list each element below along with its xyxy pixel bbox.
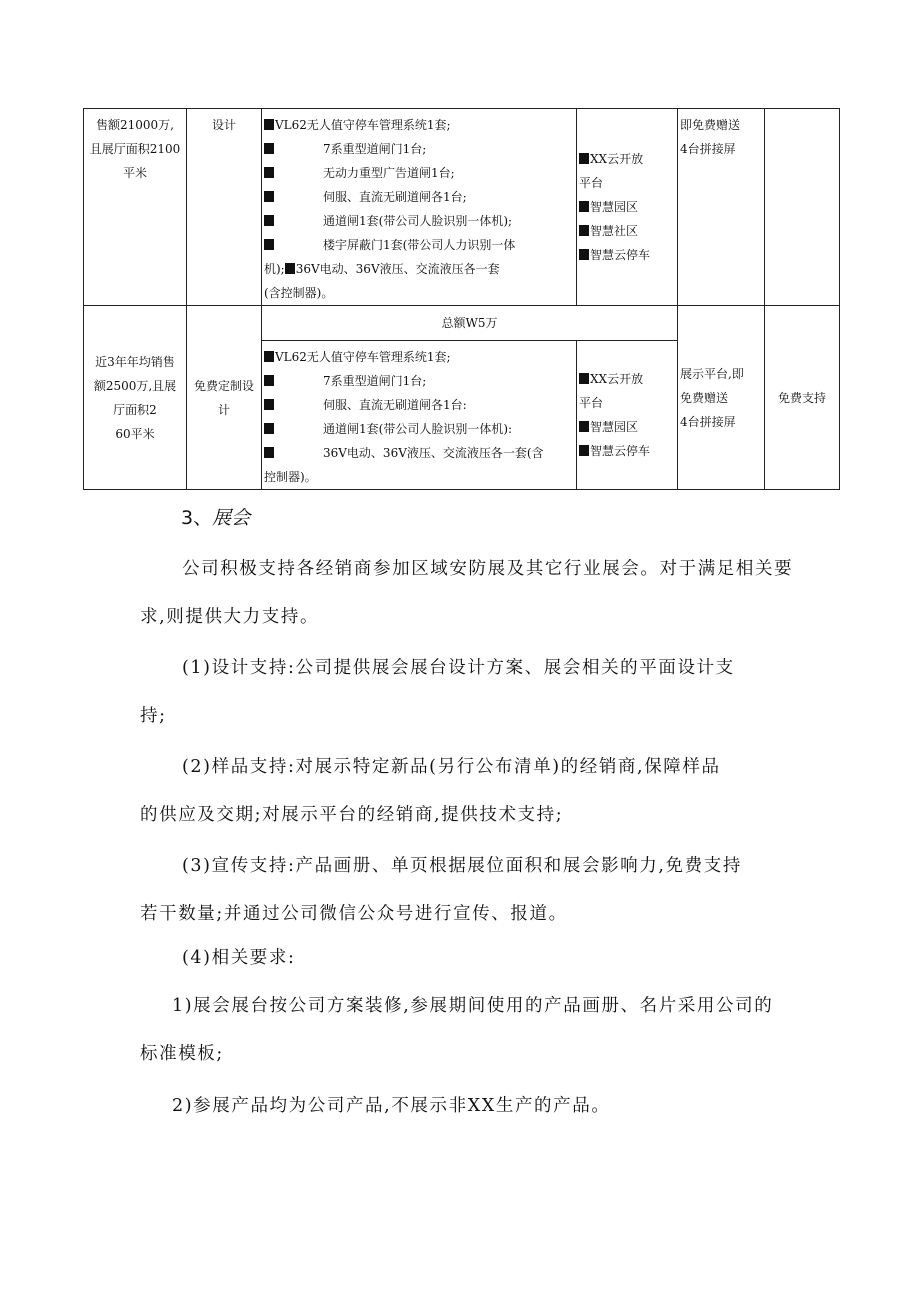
product-line: 机); 36V电动、36V液压、交流液压各一套 bbox=[264, 262, 500, 276]
platform-line: 智慧云停车 bbox=[579, 243, 675, 267]
bullet-square-icon bbox=[264, 447, 274, 458]
platform-line: 智慧园区 bbox=[579, 415, 675, 439]
bullet-square-icon bbox=[264, 167, 274, 178]
bullet-square-icon bbox=[264, 399, 274, 410]
condition-line: 厅面积2 bbox=[113, 402, 157, 417]
product-line: 通道闸1套(带公司人脸识别一体机): bbox=[264, 417, 574, 441]
bullet-square-icon bbox=[579, 225, 589, 236]
condition-line: 售额21000万, bbox=[96, 118, 174, 132]
product-line: 控制器)。 bbox=[264, 470, 317, 484]
product-line: 伺服、直流无刷道闸各1台: bbox=[264, 393, 574, 417]
paragraph bbox=[140, 743, 840, 839]
product-line: VL62无人值守停车管理系统1套; bbox=[264, 345, 574, 369]
total-amount: 总额W5万 bbox=[262, 306, 678, 341]
platforms-cell bbox=[577, 109, 678, 306]
bullet-square-icon bbox=[264, 143, 274, 154]
paragraph-line: 标准模板; bbox=[140, 1044, 224, 1064]
products-cell bbox=[262, 109, 577, 306]
product-line: 7系重型道闸门1台; bbox=[264, 369, 574, 393]
paragraph-line: (2)样品支持:对展示特定新品(另行公布清单)的经销商,保障样品 bbox=[182, 757, 721, 777]
paragraph bbox=[140, 1082, 840, 1130]
bullet-square-icon bbox=[264, 423, 274, 434]
gift-line: 即免费赠送 bbox=[680, 118, 741, 132]
paragraph-line: (3)宣传支持:产品画册、单页根据展位面积和展会影响力,免费支持 bbox=[182, 856, 742, 876]
bullet-square-icon bbox=[264, 351, 274, 362]
platform-line: 智慧园区 bbox=[579, 195, 675, 219]
condition-line: 且展厅面积2100 bbox=[89, 142, 181, 156]
paragraph-line: 公司积极支持各经销商参加区域安防展及其它行业展会。对于满足相关要 bbox=[182, 559, 794, 579]
design-cell: 免费定制设 计 bbox=[187, 306, 262, 490]
platform-line: XX云开放 bbox=[579, 367, 675, 391]
paragraph-line: (1)设计支持:公司提供展会展台设计方案、展会相关的平面设计支 bbox=[182, 658, 735, 678]
paragraph-line: 1)展会展台按公司方案装修,参展期间使用的产品画册、名片采用公司的 bbox=[172, 996, 774, 1016]
bullet-square-icon bbox=[579, 249, 589, 260]
bullet-square-icon bbox=[579, 153, 589, 164]
products-cell bbox=[262, 341, 577, 490]
bullet-square-icon bbox=[579, 373, 589, 384]
bullet-square-icon bbox=[285, 263, 295, 274]
gift-line: 4台拼接屏 bbox=[680, 142, 736, 156]
support-cell bbox=[765, 109, 840, 306]
dealer-support-table bbox=[83, 108, 840, 490]
product-line: 通道闸1套(带公司人脸识别一体机); bbox=[264, 209, 574, 233]
paragraph bbox=[140, 842, 840, 938]
gift-line: 免费赠送 bbox=[680, 390, 729, 405]
condition-line: 近3年年均销售 bbox=[95, 354, 175, 369]
bullet-square-icon bbox=[264, 375, 274, 386]
platforms-cell bbox=[577, 341, 678, 490]
paragraph-line: 的供应及交期;对展示平台的经销商,提供技术支持; bbox=[140, 805, 564, 825]
product-line: 无动力重型广告道闸1台; bbox=[264, 161, 574, 185]
paragraph-line: (4)相关要求: bbox=[182, 948, 296, 968]
gift-line: 展示平台,即 bbox=[680, 366, 744, 381]
product-line: 36V电动、36V液压、交流液压各一套(含 bbox=[264, 441, 574, 465]
paragraph-line: 持; bbox=[140, 706, 167, 726]
gift-cell bbox=[678, 109, 765, 306]
condition-cell bbox=[84, 109, 187, 306]
platform-line: 智慧社区 bbox=[579, 219, 675, 243]
product-line: 伺服、直流无刷道闸各1台; bbox=[264, 185, 574, 209]
bullet-square-icon bbox=[579, 445, 589, 456]
condition-line: 额2500万,且展 bbox=[93, 378, 177, 393]
product-line: 楼宇屏蔽门1套(带公司人力识别一体 bbox=[264, 233, 574, 257]
platform-line: XX云开放 bbox=[579, 147, 675, 171]
platform-line: 智慧云停车 bbox=[579, 439, 675, 463]
table-row bbox=[84, 109, 840, 306]
product-line: (含控制器)。 bbox=[264, 286, 334, 300]
product-line: 7系重型道闸门1台; bbox=[264, 137, 574, 161]
product-line: VL62无人值守停车管理系统1套; bbox=[264, 113, 574, 137]
paragraph-line: 若干数量;并通过公司微信公众号进行宣传、报道。 bbox=[140, 904, 568, 924]
bullet-square-icon bbox=[579, 421, 589, 432]
bullet-square-icon bbox=[579, 201, 589, 212]
condition-line: 平米 bbox=[122, 166, 147, 180]
paragraph bbox=[140, 644, 840, 740]
platform-line: 平台 bbox=[579, 176, 604, 190]
paragraph-line: 2)参展产品均为公司产品,不展示非XX生产的产品。 bbox=[172, 1096, 611, 1116]
bullet-square-icon bbox=[264, 215, 274, 226]
bullet-square-icon bbox=[264, 239, 274, 250]
bullet-square-icon bbox=[264, 119, 274, 130]
condition-cell bbox=[84, 306, 187, 490]
support-cell: 免费支持 bbox=[765, 306, 840, 490]
bullet-square-icon bbox=[264, 191, 274, 202]
gift-line: 4台拼接屏 bbox=[680, 414, 736, 429]
design-cell: 设计 bbox=[187, 109, 262, 306]
paragraph bbox=[140, 982, 840, 1078]
paragraph bbox=[140, 934, 840, 982]
platform-line: 平台 bbox=[579, 396, 604, 410]
gift-cell bbox=[678, 306, 765, 490]
table-row bbox=[84, 306, 840, 341]
condition-line: 60平米 bbox=[115, 426, 155, 441]
paragraph bbox=[140, 545, 840, 641]
section-heading: 3、展会 bbox=[181, 507, 251, 529]
paragraph-line: 求,则提供大力支持。 bbox=[140, 607, 320, 627]
